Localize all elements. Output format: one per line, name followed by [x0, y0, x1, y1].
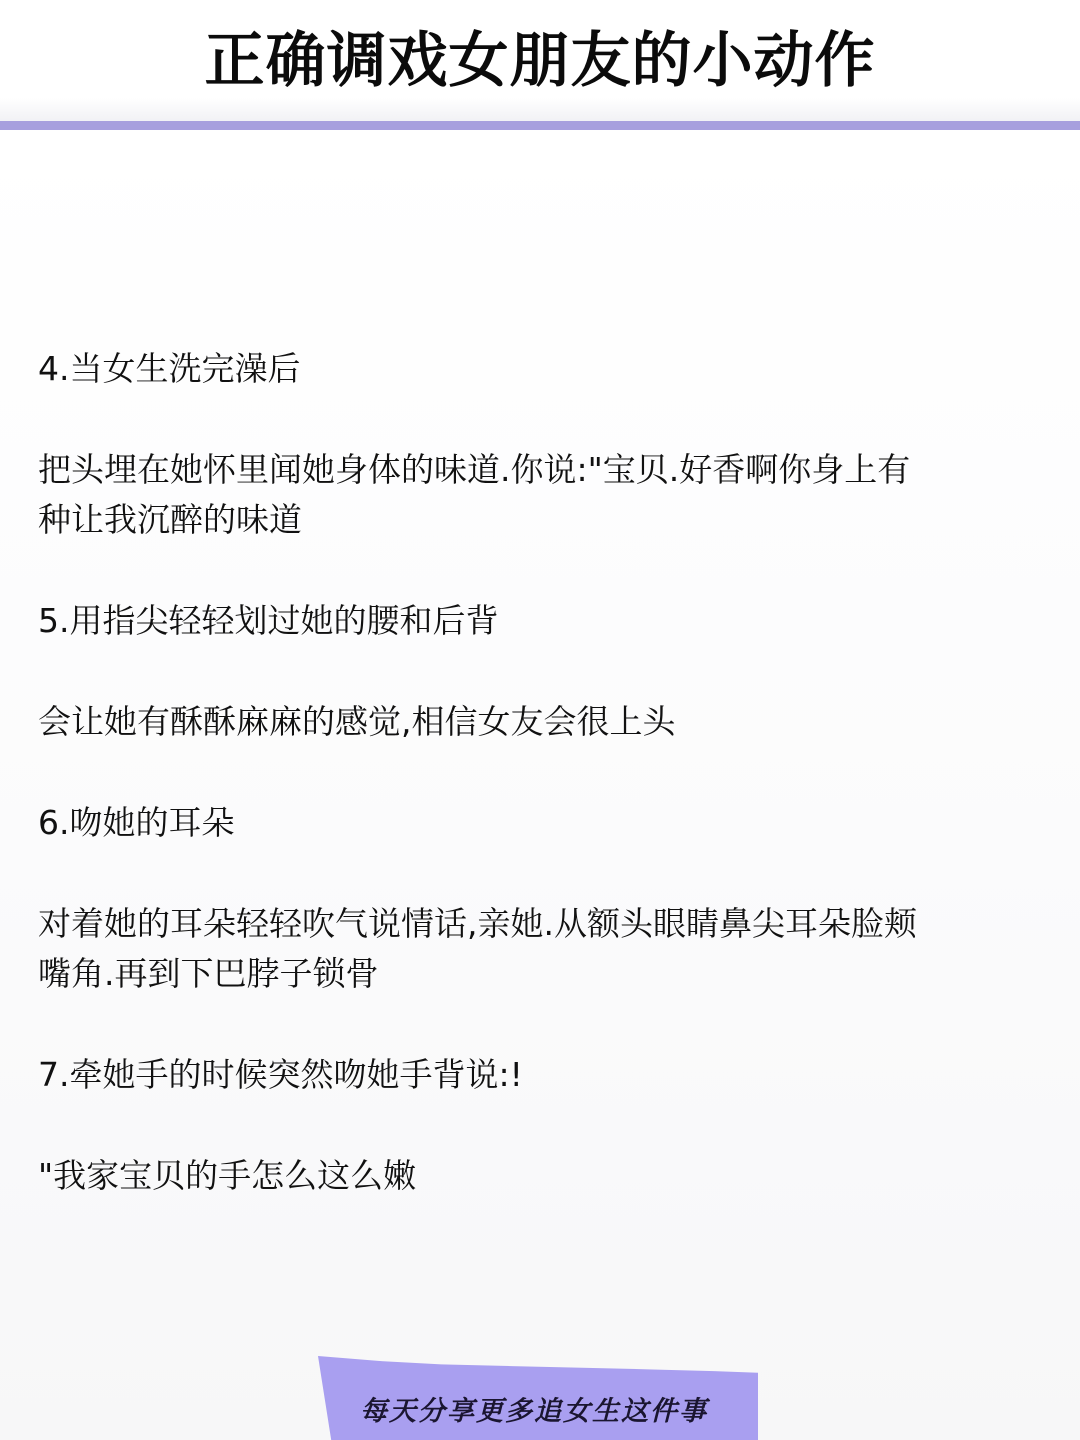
accent-divider	[0, 121, 1080, 130]
title-bar	[0, 0, 1080, 120]
page-title: 正确调戏女朋友的小动作	[204, 26, 876, 96]
tip-heading-6: 6.吻她的耳朵	[38, 803, 235, 842]
tip-body-4: 把头埋在她怀里闻她身体的味道.你说:"宝贝.好香啊你身上有 种让我沉醉的味道	[38, 450, 911, 539]
footer-banner-text: 每天分享更多追女生这件事	[360, 1396, 708, 1427]
tip-body-7: "我家宝贝的手怎么这么嫩	[38, 1156, 417, 1195]
tip-body-5: 会让她有酥酥麻麻的感觉,相信女友会很上头	[38, 702, 676, 741]
article-body	[38, 344, 1038, 1252]
title-shadow	[0, 98, 1080, 122]
tip-body-6: 对着她的耳朵轻轻吹气说情话,亲她.从额头眼睛鼻尖耳朵脸颊 嘴角.再到下巴脖子锁骨	[38, 904, 917, 993]
tip-heading-5: 5.用指尖轻轻划过她的腰和后背	[38, 601, 499, 640]
tip-heading-7: 7.牵她手的时候突然吻她手背说:!	[38, 1055, 523, 1094]
tip-heading-4: 4.当女生洗完澡后	[38, 349, 301, 388]
